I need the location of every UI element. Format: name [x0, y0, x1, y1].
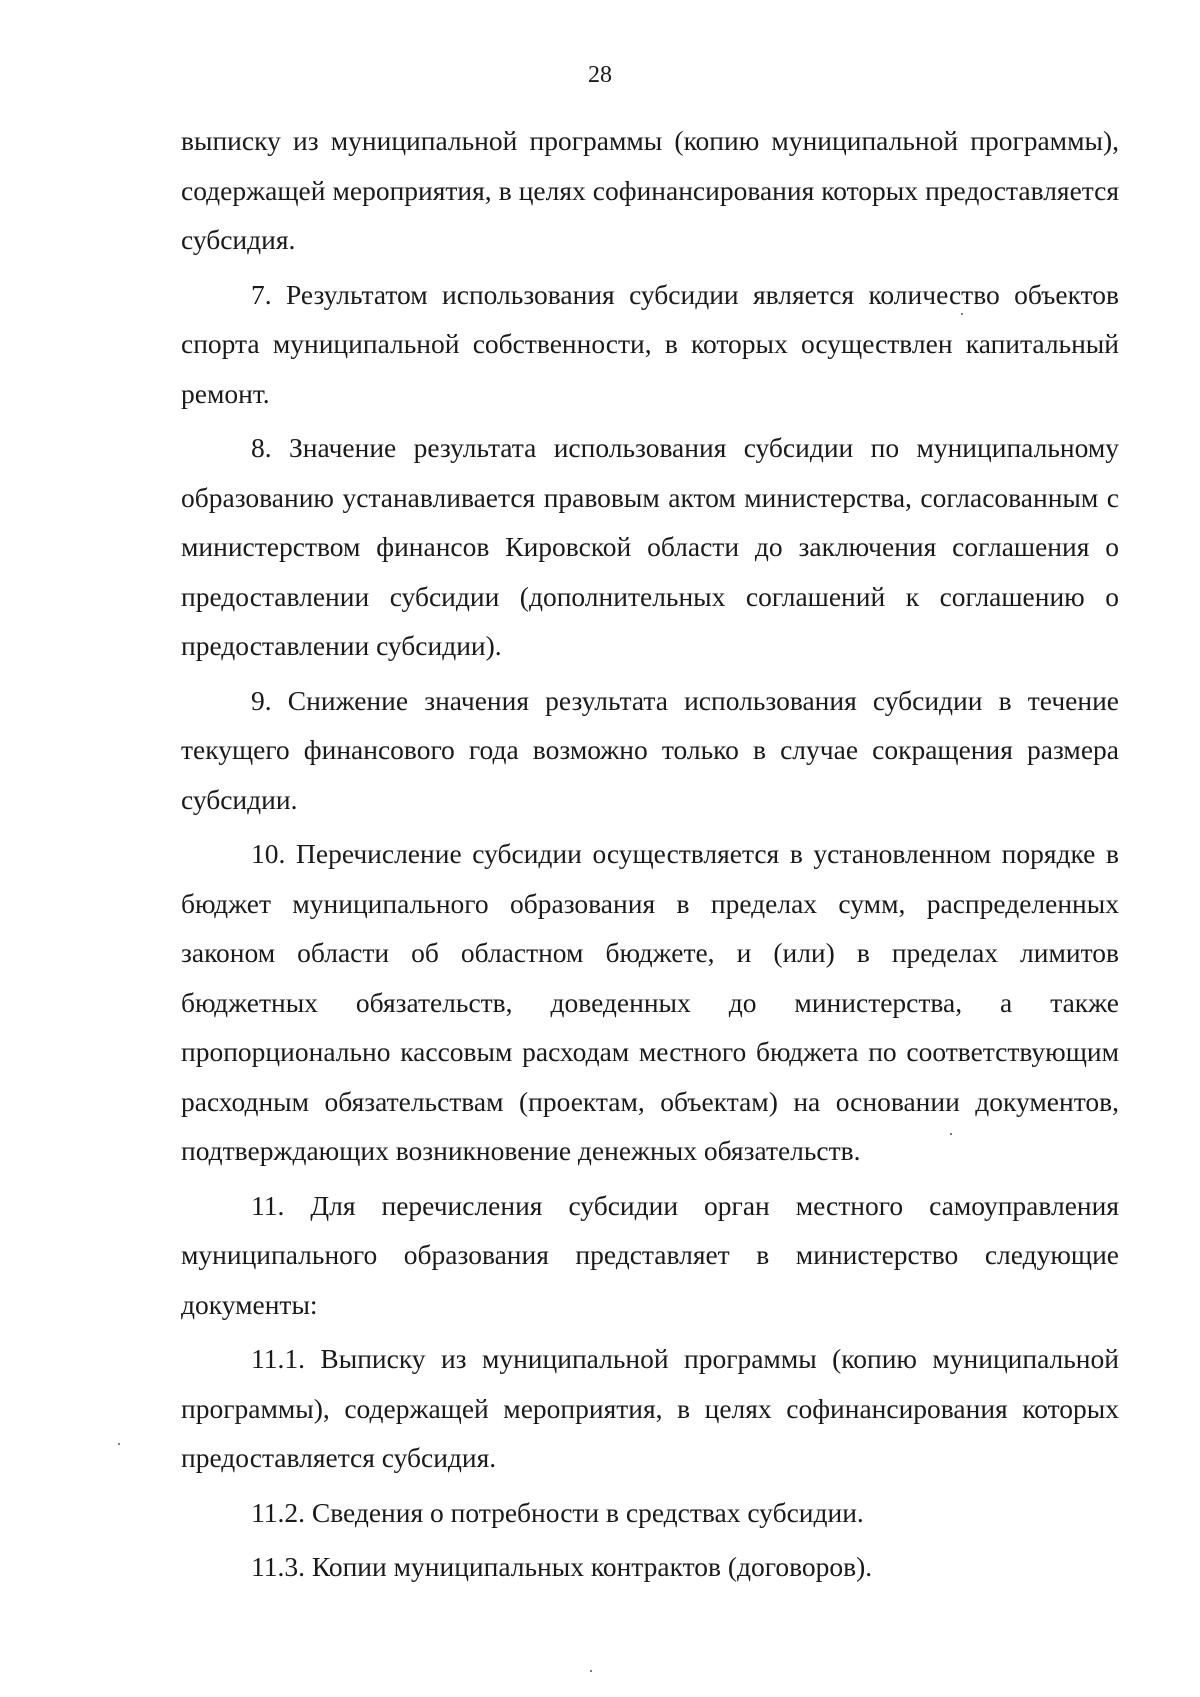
document-body [181, 116, 1119, 1592]
paragraph-8: 8. Значение результата использования субсидии по муниципальному образованию устанавливается правовым актом министерства, согласованным с министерством финансов Кировской области до заключения соглашения о предоставлении субсидии (дополнительных соглашений к соглашению о предоставлении субсидии). [181, 432, 1119, 661]
paragraph-11-1: 11.1. Выписку из муниципальной программы (копию муниципальной программы), содержащей мероприятия, в целях софинансирования которых предоставляется субсидия. [181, 1343, 1119, 1473]
paragraph-continuation: выписку из муниципальной программы (копию муниципальной программы), содержащей мероприятия, в целях софинансирования которых предоставляется субсидия. [181, 125, 1119, 255]
scan-speck [118, 1443, 120, 1445]
scan-speck [950, 1133, 952, 1135]
paragraph-11-3: 11.3. Копии муниципальных контрактов (договоров). [251, 1551, 873, 1582]
paragraph-9: 9. Снижение значения результата использования субсидии в течение текущего финансового года возможно только в случае сокращения размера субсидии. [181, 684, 1119, 815]
page-number: 28 [588, 62, 612, 88]
paragraph-11: 11. Для перечисления субсидии орган местного самоуправления муниципального образования представляет в министерство следующие документы: [181, 1189, 1119, 1320]
paragraph-10: 10. Перечисление субсидии осуществляется в установленном порядке в бюджет муниципального образования в пределах сумм, распределенных законом области об областном бюджете, и (или) в пределах лимитов бюджетных обязательств, доведенных до министерства, а также пропорционально кассовым расходам местного бюджета по соответствующим расходным обязательствам (проектам, объектам) на основании документов, подтверждающих возникновение денежных обязательств. [181, 838, 1119, 1166]
paragraph-11-2: 11.2. Сведения о потребности в средствах субсидии. [251, 1496, 864, 1528]
scan-speck [590, 1670, 592, 1672]
scan-speck [961, 313, 963, 315]
paragraph-7: 7. Результатом использования субсидии является количество объектов спорта муниципальной собственности, в которых осуществлен капитальный ремонт. [181, 278, 1119, 409]
